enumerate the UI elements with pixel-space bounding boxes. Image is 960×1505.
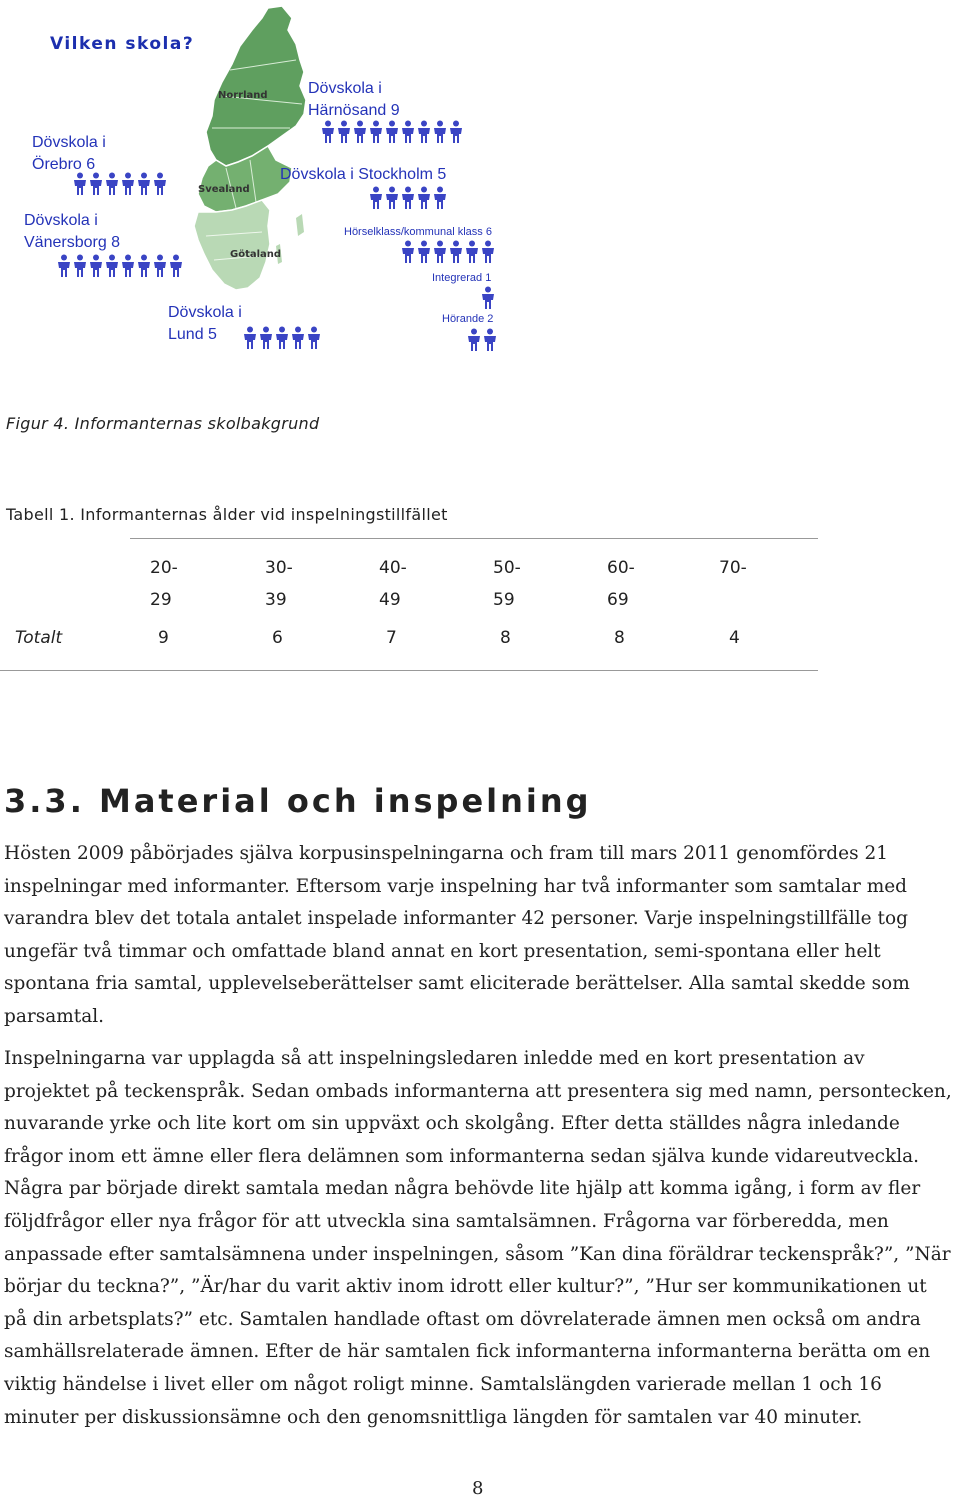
person-icon: [120, 254, 136, 278]
school-orebro-line2: Örebro 6: [32, 156, 96, 173]
people-stockholm: [368, 186, 448, 210]
person-icon: [56, 254, 72, 278]
person-icon: [242, 326, 258, 350]
header-bottom: 59: [493, 590, 515, 610]
person-icon: [416, 120, 432, 144]
person-icon: [400, 240, 416, 264]
school-vanersborg-line2: Vänersborg 8: [24, 234, 121, 251]
school-harnosand-line1: Dövskola i: [308, 80, 382, 97]
page-number: 8: [472, 1478, 484, 1499]
person-icon: [258, 326, 274, 350]
person-icon: [120, 172, 136, 196]
table-header-40: [379, 552, 439, 616]
header-bottom: 69: [607, 590, 629, 610]
school-vanersborg: [24, 210, 120, 254]
person-icon: [72, 254, 88, 278]
person-icon: [290, 326, 306, 350]
header-top: 50-: [493, 558, 521, 578]
school-horselklass: [344, 225, 492, 239]
header-bottom: 49: [379, 590, 401, 610]
table-header-50: [493, 552, 553, 616]
figure-caption: Figur 4. Informanternas skolbakgrund: [6, 414, 320, 433]
person-icon: [274, 326, 290, 350]
paragraph-2: Inspelningarna var upplagda så att inspelningsledaren inledde med en kort presentation av projektet på teckenspråk. Sedan ombads informanterna att presentera sig med namn, persontecken, nuvarande yrke och lite kort om sin uppväxt och skolgång. Efter detta ställdes några inledande frågor inom ett ämne eller flera delämnen som informanterna sedan själva kunde vidareutveckla. Några par började direkt samtala medan några behövde lite hjälp att komma igång, i form av fler följdfrågor eller nya frågor för att utveckla sina samtalsämnen. Frågorna var förberedda, men anpassade efter samtalsämnena under inspelningen, såsom ”Kan dina föräldrar teckenspråk?”, ”När börjar du teckna?”, ”Är/har du varit aktiv inom idrott eller kultur?”, ”Hur ser kommunikationen ut på din arbetsplats?” etc. Samtalen handlade oftast om dövrelaterade ämnen men också om andra samhällsrelaterade ämnen. Efter de här samtalen fick informanterna informanterna berätta om en viktig händelse i livet eller om något roligt minne. Samtalslängden varierade mellan 1 och 16 minuter per diskussionsämne och den genomsnittliga längden för samtalen var 40 minuter.: [4, 1048, 952, 1428]
people-lund: [242, 326, 322, 350]
people-harnosand: [320, 120, 464, 144]
school-lund: [168, 302, 242, 346]
person-icon: [88, 172, 104, 196]
table-header-30: [265, 552, 325, 616]
people-horselklass: [400, 240, 496, 264]
person-icon: [384, 120, 400, 144]
person-icon: [400, 120, 416, 144]
map-region-norrland: [206, 6, 306, 166]
person-icon: [400, 186, 416, 210]
people-vanersborg: [56, 254, 184, 278]
person-icon: [480, 240, 496, 264]
table-header-70: [719, 552, 779, 584]
header-top: 20-: [150, 558, 178, 578]
person-icon: [448, 240, 464, 264]
person-icon: [152, 254, 168, 278]
people-integrerad: [480, 286, 496, 310]
header-top: 30-: [265, 558, 293, 578]
age-table: [0, 538, 818, 678]
person-icon: [432, 120, 448, 144]
header-top: 70-: [719, 558, 747, 578]
person-icon: [136, 172, 152, 196]
person-icon: [416, 186, 432, 210]
school-vanersborg-line1: Dövskola i: [24, 212, 98, 229]
header-top: 40-: [379, 558, 407, 578]
school-lund-line1: Dövskola i: [168, 304, 242, 321]
person-icon: [104, 172, 120, 196]
person-icon: [72, 172, 88, 196]
header-top: 60-: [607, 558, 635, 578]
person-icon: [464, 240, 480, 264]
school-orebro-line1: Dövskola i: [32, 134, 106, 151]
school-stockholm-line1: Dövskola i Stockholm 5: [280, 166, 447, 183]
school-orebro: [32, 132, 106, 176]
table-cell: 8: [500, 628, 511, 648]
school-horselklass-line1: Hörselklass/kommunal klass 6: [344, 226, 492, 238]
map-label-norrland: Norrland: [218, 90, 268, 101]
school-integrerad: [432, 271, 491, 285]
person-icon: [336, 120, 352, 144]
table-caption: Tabell 1. Informanternas ålder vid inspelningstillfället: [6, 505, 448, 524]
school-horande-line1: Hörande 2: [442, 313, 494, 325]
table-cell: 9: [158, 628, 169, 648]
person-icon: [368, 186, 384, 210]
school-lund-line2: Lund 5: [168, 326, 217, 343]
school-harnosand-line2: Härnösand 9: [308, 102, 400, 119]
figure-title: Vilken skola?: [50, 34, 195, 54]
map-region-gotaland: [194, 200, 270, 290]
people-horande: [466, 328, 498, 352]
person-icon: [306, 326, 322, 350]
person-icon: [448, 120, 464, 144]
table-top-rule: [130, 538, 818, 539]
section-heading: 3.3. Material och inspelning: [4, 782, 592, 820]
table-cell: 4: [729, 628, 740, 648]
school-horande: [442, 312, 493, 326]
table-header-20: [150, 552, 210, 616]
person-icon: [168, 254, 184, 278]
table-header-60: [607, 552, 667, 616]
header-bottom: 39: [265, 590, 287, 610]
people-orebro: [72, 172, 168, 196]
table-cell: 8: [614, 628, 625, 648]
table-cell: 7: [386, 628, 397, 648]
person-icon: [416, 240, 432, 264]
paragraph-1: Hösten 2009 påbörjades själva korpusinspelningarna och fram till mars 2011 genomfördes 21 inspelningar med informanter. Eftersom varje inspelning har två informanter som samtalar med varandra blev det totala antalet inspelade informanter 42 personer. Varje inspelningstillfälle tog ungefär två timmar och omfattade bland annat en kort presentation, semi-spontana eller helt spontana fria samtal, upplevelseberättelser samt eliciterade berättelser. Alla samtal skedde som parsamtal.: [4, 843, 910, 1027]
school-harnosand: [308, 78, 400, 122]
header-bottom: 29: [150, 590, 172, 610]
table-cell: 6: [272, 628, 283, 648]
map-label-gotaland: Götaland: [230, 249, 282, 260]
school-stockholm: [280, 164, 446, 186]
person-icon: [136, 254, 152, 278]
table-row-label: Totalt: [15, 628, 63, 648]
person-icon: [482, 328, 498, 352]
school-background-figure: [0, 0, 960, 380]
person-icon: [152, 172, 168, 196]
map-label-svealand: Svealand: [198, 184, 250, 195]
person-icon: [432, 240, 448, 264]
school-integrerad-line1: Integrerad 1: [432, 272, 492, 284]
person-icon: [320, 120, 336, 144]
person-icon: [384, 186, 400, 210]
person-icon: [352, 120, 368, 144]
person-icon: [432, 186, 448, 210]
person-icon: [104, 254, 120, 278]
person-icon: [480, 286, 496, 310]
person-icon: [368, 120, 384, 144]
table-bottom-rule: [0, 670, 818, 671]
person-icon: [88, 254, 104, 278]
person-icon: [466, 328, 482, 352]
